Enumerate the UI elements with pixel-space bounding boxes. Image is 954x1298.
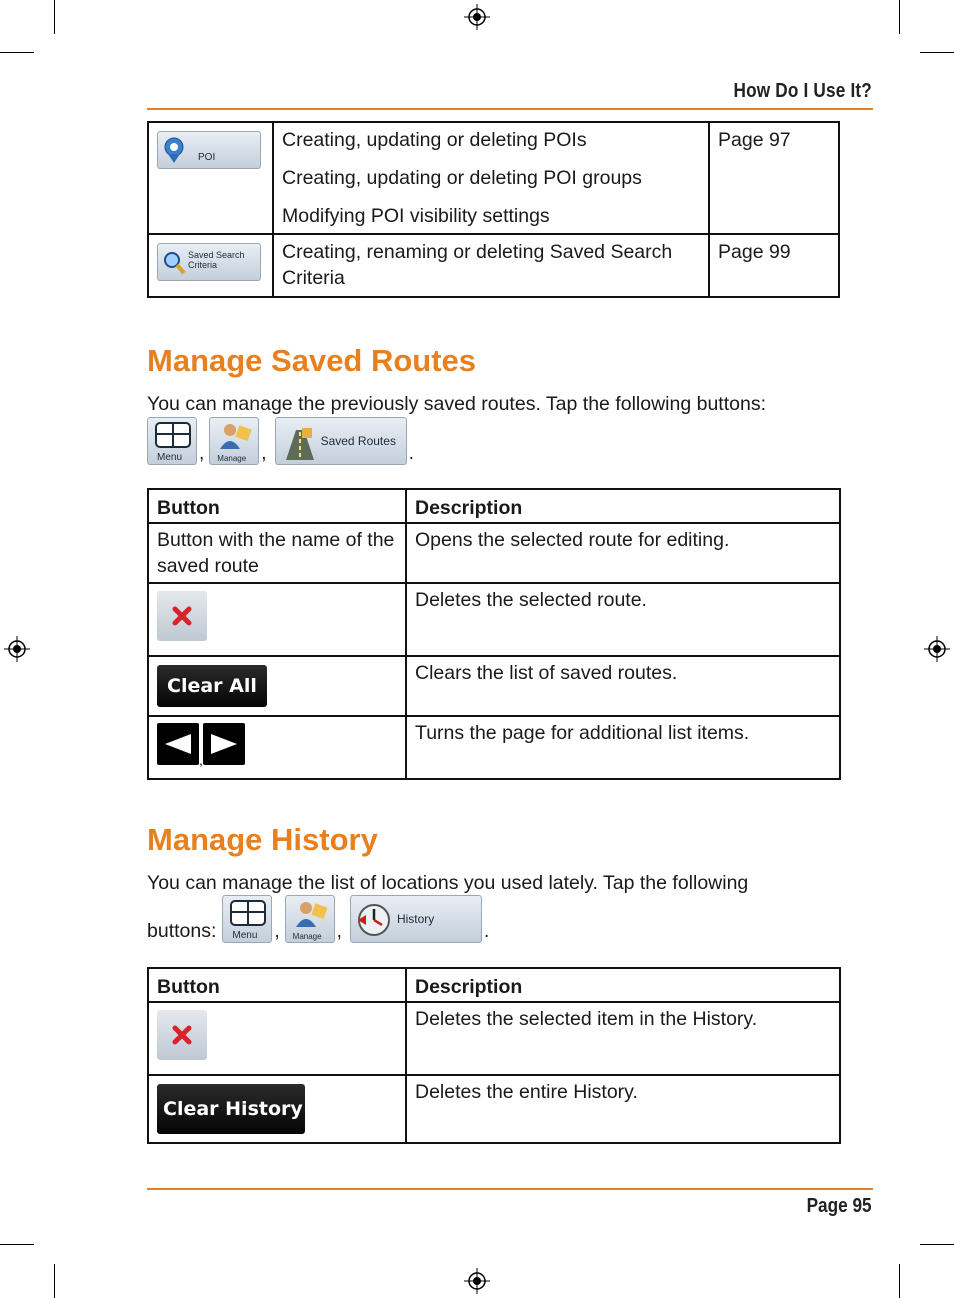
crop-mark [54,0,55,34]
crop-mark [899,0,900,34]
button-cell [148,234,273,297]
registration-mark-icon [924,636,950,662]
section-heading: Manage History [147,822,378,857]
registration-mark-icon [464,1268,490,1294]
saved-routes-icon [282,426,318,460]
previous-page-button-image [157,723,199,765]
delete-button-image [157,1010,207,1060]
manage-button-image [285,895,335,943]
poi-icon [162,136,188,164]
crop-mark [920,1244,954,1245]
page-ref-cell: Page 99 [709,234,839,297]
saved-routes-label: Saved Routes [320,434,396,448]
manage-icon [293,899,329,929]
column-header-button: Button [148,489,406,523]
manage-label: Manage [292,932,322,941]
manage-button-image [209,417,259,465]
feature-reference-table [147,121,840,298]
header-rule [147,108,873,110]
table-row [148,656,840,716]
menu-button-image [222,895,272,943]
table-row [148,1002,840,1075]
menu-icon [155,422,191,448]
description-line: Creating, updating or deleting POIs [282,129,587,151]
menu-button-image [147,417,197,465]
close-x-icon [171,1024,193,1046]
table-row [148,523,840,583]
separator: , [261,443,267,464]
description-line: Creating, updating or deleting POI groups [282,167,642,189]
column-header-description: Description [406,968,840,1002]
routes-button-sequence [147,417,414,465]
table-row [148,234,839,297]
table-row [148,122,839,234]
clear-history-button-image: Clear History [157,1084,305,1134]
page-number: Page 95 [806,1195,872,1217]
history-button-table [147,967,841,1144]
delete-button-image [157,591,207,641]
table-header-row [148,489,840,523]
button-cell [148,583,406,656]
description-line: Modifying POI visibility settings [282,205,550,227]
column-header-button: Button [148,968,406,1002]
period: . [483,921,490,942]
registration-mark-icon [4,636,30,662]
saved-search-criteria-button-image [157,243,261,281]
routes-button-table [147,488,841,780]
crop-mark [54,1264,55,1298]
section-intro: You can manage the list of locations you used lately. Tap the following [147,872,749,894]
arrow-left-icon [163,732,193,756]
section-heading: Manage Saved Routes [147,343,477,378]
close-x-icon [171,605,193,627]
description-cell: Deletes the entire History. [406,1075,840,1143]
history-label: History [396,912,435,926]
button-cell [148,656,406,716]
table-header-row [148,968,840,1002]
button-cell [148,716,406,779]
description-cell: Turns the page for additional list items. [406,716,840,779]
saved-routes-button-image [275,417,407,465]
table-row [148,716,840,779]
button-cell [148,1075,406,1143]
search-icon [162,249,188,277]
crop-mark [0,52,34,53]
description-cell: Deletes the selected item in the History. [406,1002,840,1075]
poi-button-label: POI [198,152,216,163]
saved-search-criteria-label: Saved Search Criteria [188,250,245,270]
crop-mark [920,52,954,53]
poi-button-image [157,131,261,169]
crop-mark [0,1244,34,1245]
column-header-description: Description [406,489,840,523]
table-row [148,583,840,656]
clear-all-button-image: Clear All [157,665,267,707]
history-icon [355,901,393,939]
separator: , [199,752,203,768]
menu-label: Menu [157,452,183,463]
menu-label: Menu [232,930,258,941]
page-ref-cell: Page 97 [709,122,839,234]
crop-mark [899,1264,900,1298]
period: . [408,443,414,464]
button-cell: Button with the name of the saved route [148,523,406,583]
registration-mark-icon [464,4,490,30]
button-cell [148,122,273,234]
description-cell [273,122,709,234]
table-row [148,1075,840,1143]
running-title: How Do I Use It? [733,80,872,102]
footer-rule [147,1188,873,1190]
description-cell: Opens the selected route for editing. [406,523,840,583]
next-page-button-image [203,723,245,765]
arrow-right-icon [209,732,239,756]
buttons-label: buttons: [147,920,217,942]
history-button-image [350,895,482,943]
button-cell [148,1002,406,1075]
description-cell: Clears the list of saved routes. [406,656,840,716]
description-cell: Deletes the selected route. [406,583,840,656]
manage-icon [217,421,253,451]
separator: , [336,921,342,942]
separator: , [199,443,205,464]
section-intro: You can manage the previously saved routes. Tap the following buttons: [147,393,766,415]
separator: , [274,921,280,942]
history-button-sequence [147,895,489,943]
description-cell: Creating, renaming or deleting Saved Search Criteria [273,234,709,297]
menu-icon [230,900,266,926]
manage-label: Manage [217,454,247,463]
